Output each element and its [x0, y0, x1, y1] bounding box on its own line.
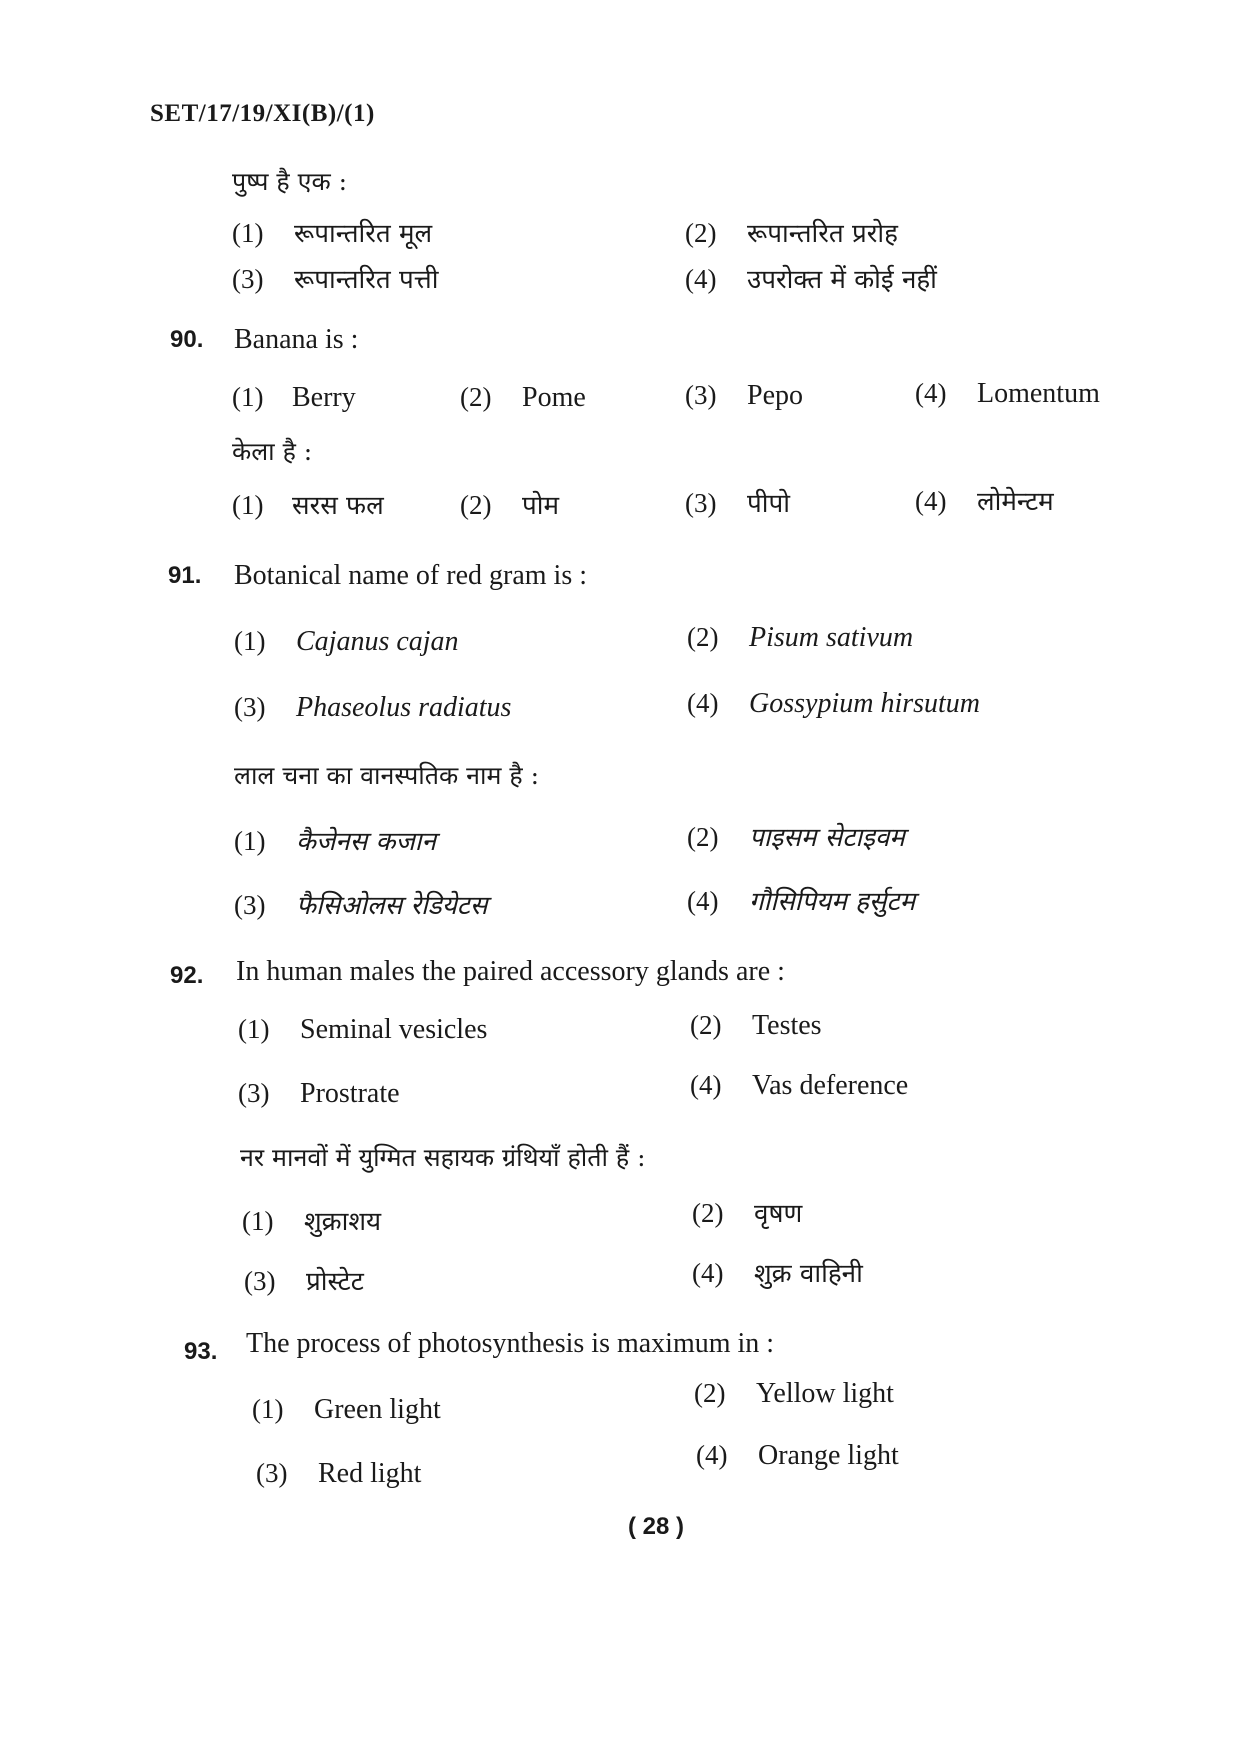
q90-stem-hindi: केला है :	[232, 437, 313, 466]
q91-number: 91.	[168, 562, 202, 589]
q92-stem-hindi: नर मानवों में युग्मित सहायक ग्रंथियाँ होती हैं :	[240, 1143, 646, 1172]
q92-number: 92.	[170, 962, 204, 989]
q91-option-1-hi: (1) कैजेनस कजान	[234, 826, 436, 857]
q92-stem-english: In human males the paired accessory glands are :	[236, 956, 785, 987]
q93-option-4-en: (4) Orange light	[696, 1440, 899, 1471]
q92-option-4-hi: (4) शुक्र वाहिनी	[692, 1258, 863, 1289]
q90-option-3-en: (3) Pepo	[685, 380, 803, 411]
q91-option-2-hi: (2) पाइसम सेटाइवम	[687, 822, 905, 853]
q92-option-3-hi: (3) प्रोस्टेट	[244, 1266, 364, 1297]
page-number: ( 28 )	[628, 1513, 685, 1540]
q91-option-3-en: (3) Phaseolus radiatus	[234, 692, 512, 723]
q91-stem-hindi: लाल चना का वानस्पतिक नाम है :	[234, 761, 540, 790]
set-code-header: SET/17/19/XI(B)/(1)	[150, 100, 375, 127]
q90-option-4-en: (4) Lomentum	[915, 378, 1100, 409]
q93-number: 93.	[184, 1338, 218, 1365]
q93-stem-english: The process of photosynthesis is maximum in :	[246, 1328, 775, 1359]
q91-stem-english: Botanical name of red gram is :	[234, 560, 587, 591]
q90-option-2-hi: (2) पोम	[460, 490, 560, 521]
q93-option-1-en: (1) Green light	[252, 1394, 441, 1425]
q91-option-4-en: (4) Gossypium hirsutum	[687, 688, 981, 719]
q92-option-1-en: (1) Seminal vesicles	[238, 1014, 488, 1045]
q92-option-2-hi: (2) वृषण	[692, 1198, 803, 1229]
q91-option-3-hi: (3) फैसिओलस रेडियेटस	[234, 890, 488, 921]
q89-stem-hindi: पुष्प है एक :	[232, 167, 348, 196]
q92-option-1-hi: (1) शुक्राशय	[242, 1206, 382, 1237]
q90-option-3-hi: (3) पीपो	[685, 488, 791, 519]
q91-option-1-en: (1) Cajanus cajan	[234, 626, 459, 657]
q93-option-3-en: (3) Red light	[256, 1458, 422, 1489]
q90-number: 90.	[170, 326, 204, 353]
q90-option-1-en: (1) Berry	[232, 382, 356, 413]
q89-option-2: (2) रूपान्तरित प्ररोह	[685, 218, 898, 249]
q90-option-4-hi: (4) लोमेन्टम	[915, 486, 1054, 517]
q92-option-2-en: (2) Testes	[690, 1010, 822, 1041]
q91-option-4-hi: (4) गौसिपियम हर्सुटम	[687, 886, 916, 917]
q89-option-1: (1) रूपान्तरित मूल	[232, 218, 433, 249]
q90-option-1-hi: (1) सरस फल	[232, 490, 384, 521]
q92-option-3-en: (3) Prostrate	[238, 1078, 400, 1109]
q89-option-3: (3) रूपान्तरित पत्ती	[232, 264, 439, 295]
q90-stem-english: Banana is :	[234, 324, 359, 355]
q91-option-2-en: (2) Pisum sativum	[687, 622, 914, 653]
q92-option-4-en: (4) Vas deference	[690, 1070, 909, 1101]
q90-option-2-en: (2) Pome	[460, 382, 586, 413]
q89-option-4: (4) उपरोक्त में कोई नहीं	[685, 264, 937, 295]
q93-option-2-en: (2) Yellow light	[694, 1378, 894, 1409]
